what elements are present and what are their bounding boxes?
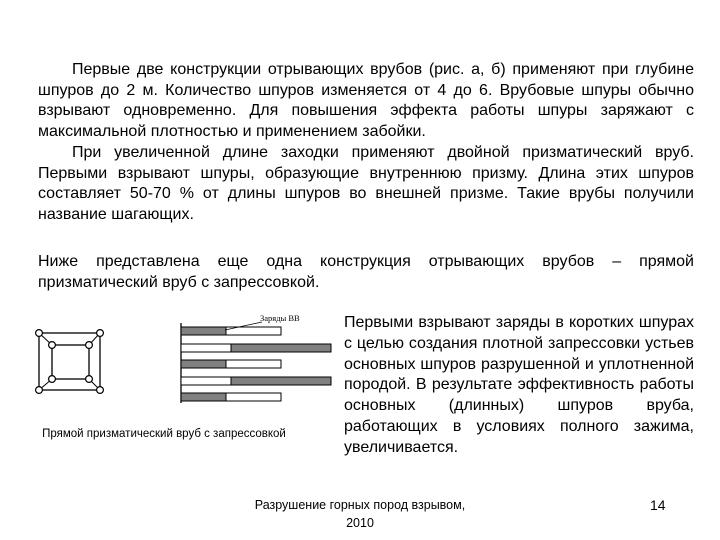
inner-hole [86,342,93,349]
paragraph-3: Ниже представлена еще одна конструкция отрывающих врубов – прямой призматический вруб с запрессовкой. [38,253,694,291]
right-paragraph: Первыми взрывают заряды в коротких шпурах с целью создания плотной запрессовки устьев основных шпуров разрушенной и уплотненной породой. В результате эффективность работы основных (длинных) шпуров вруба, работающих в условиях полного зажима, увеличивается. [344,314,694,456]
page-number: 14 [650,497,666,513]
paragraph-2: При увеличенной длине заходки применяют двойной призматический вруб. Первыми взрывают шпуры, образующие внутреннюю призму. Длина этих шпуров составляет 50-70 % от длины шпуров во внешней призме. Такие врубы получили название шагающих. [38,144,694,223]
inner-square [52,345,89,379]
figure-caption: Прямой призматический вруб с запрессовкой [42,428,286,440]
paragraph-1: Первые две конструкции отрывающих врубов (рис. а, б) применяют при глубине шпуров до 2 м. Количество шпуров изменяется от 4 до 6. Врубовые шпуры обычно взрывают одновременно. Для повышения эффекта работы шпуры заряжают с максимальной плотностью и применением забойки. [38,61,694,140]
charge [231,344,331,352]
outer-hole [36,387,43,394]
charge [181,360,226,368]
outer-hole [97,387,104,394]
outer-hole [97,330,104,337]
charge [181,327,226,335]
charge [181,393,226,401]
outer-hole [36,330,43,337]
charge-label: Заряды ВВ [260,313,300,323]
footer-title: Разрушение горных пород взрывом, 2010 [254,498,466,530]
inner-hole [49,376,56,383]
charge [231,377,331,385]
inner-hole [86,376,93,383]
inner-hole [49,342,56,349]
